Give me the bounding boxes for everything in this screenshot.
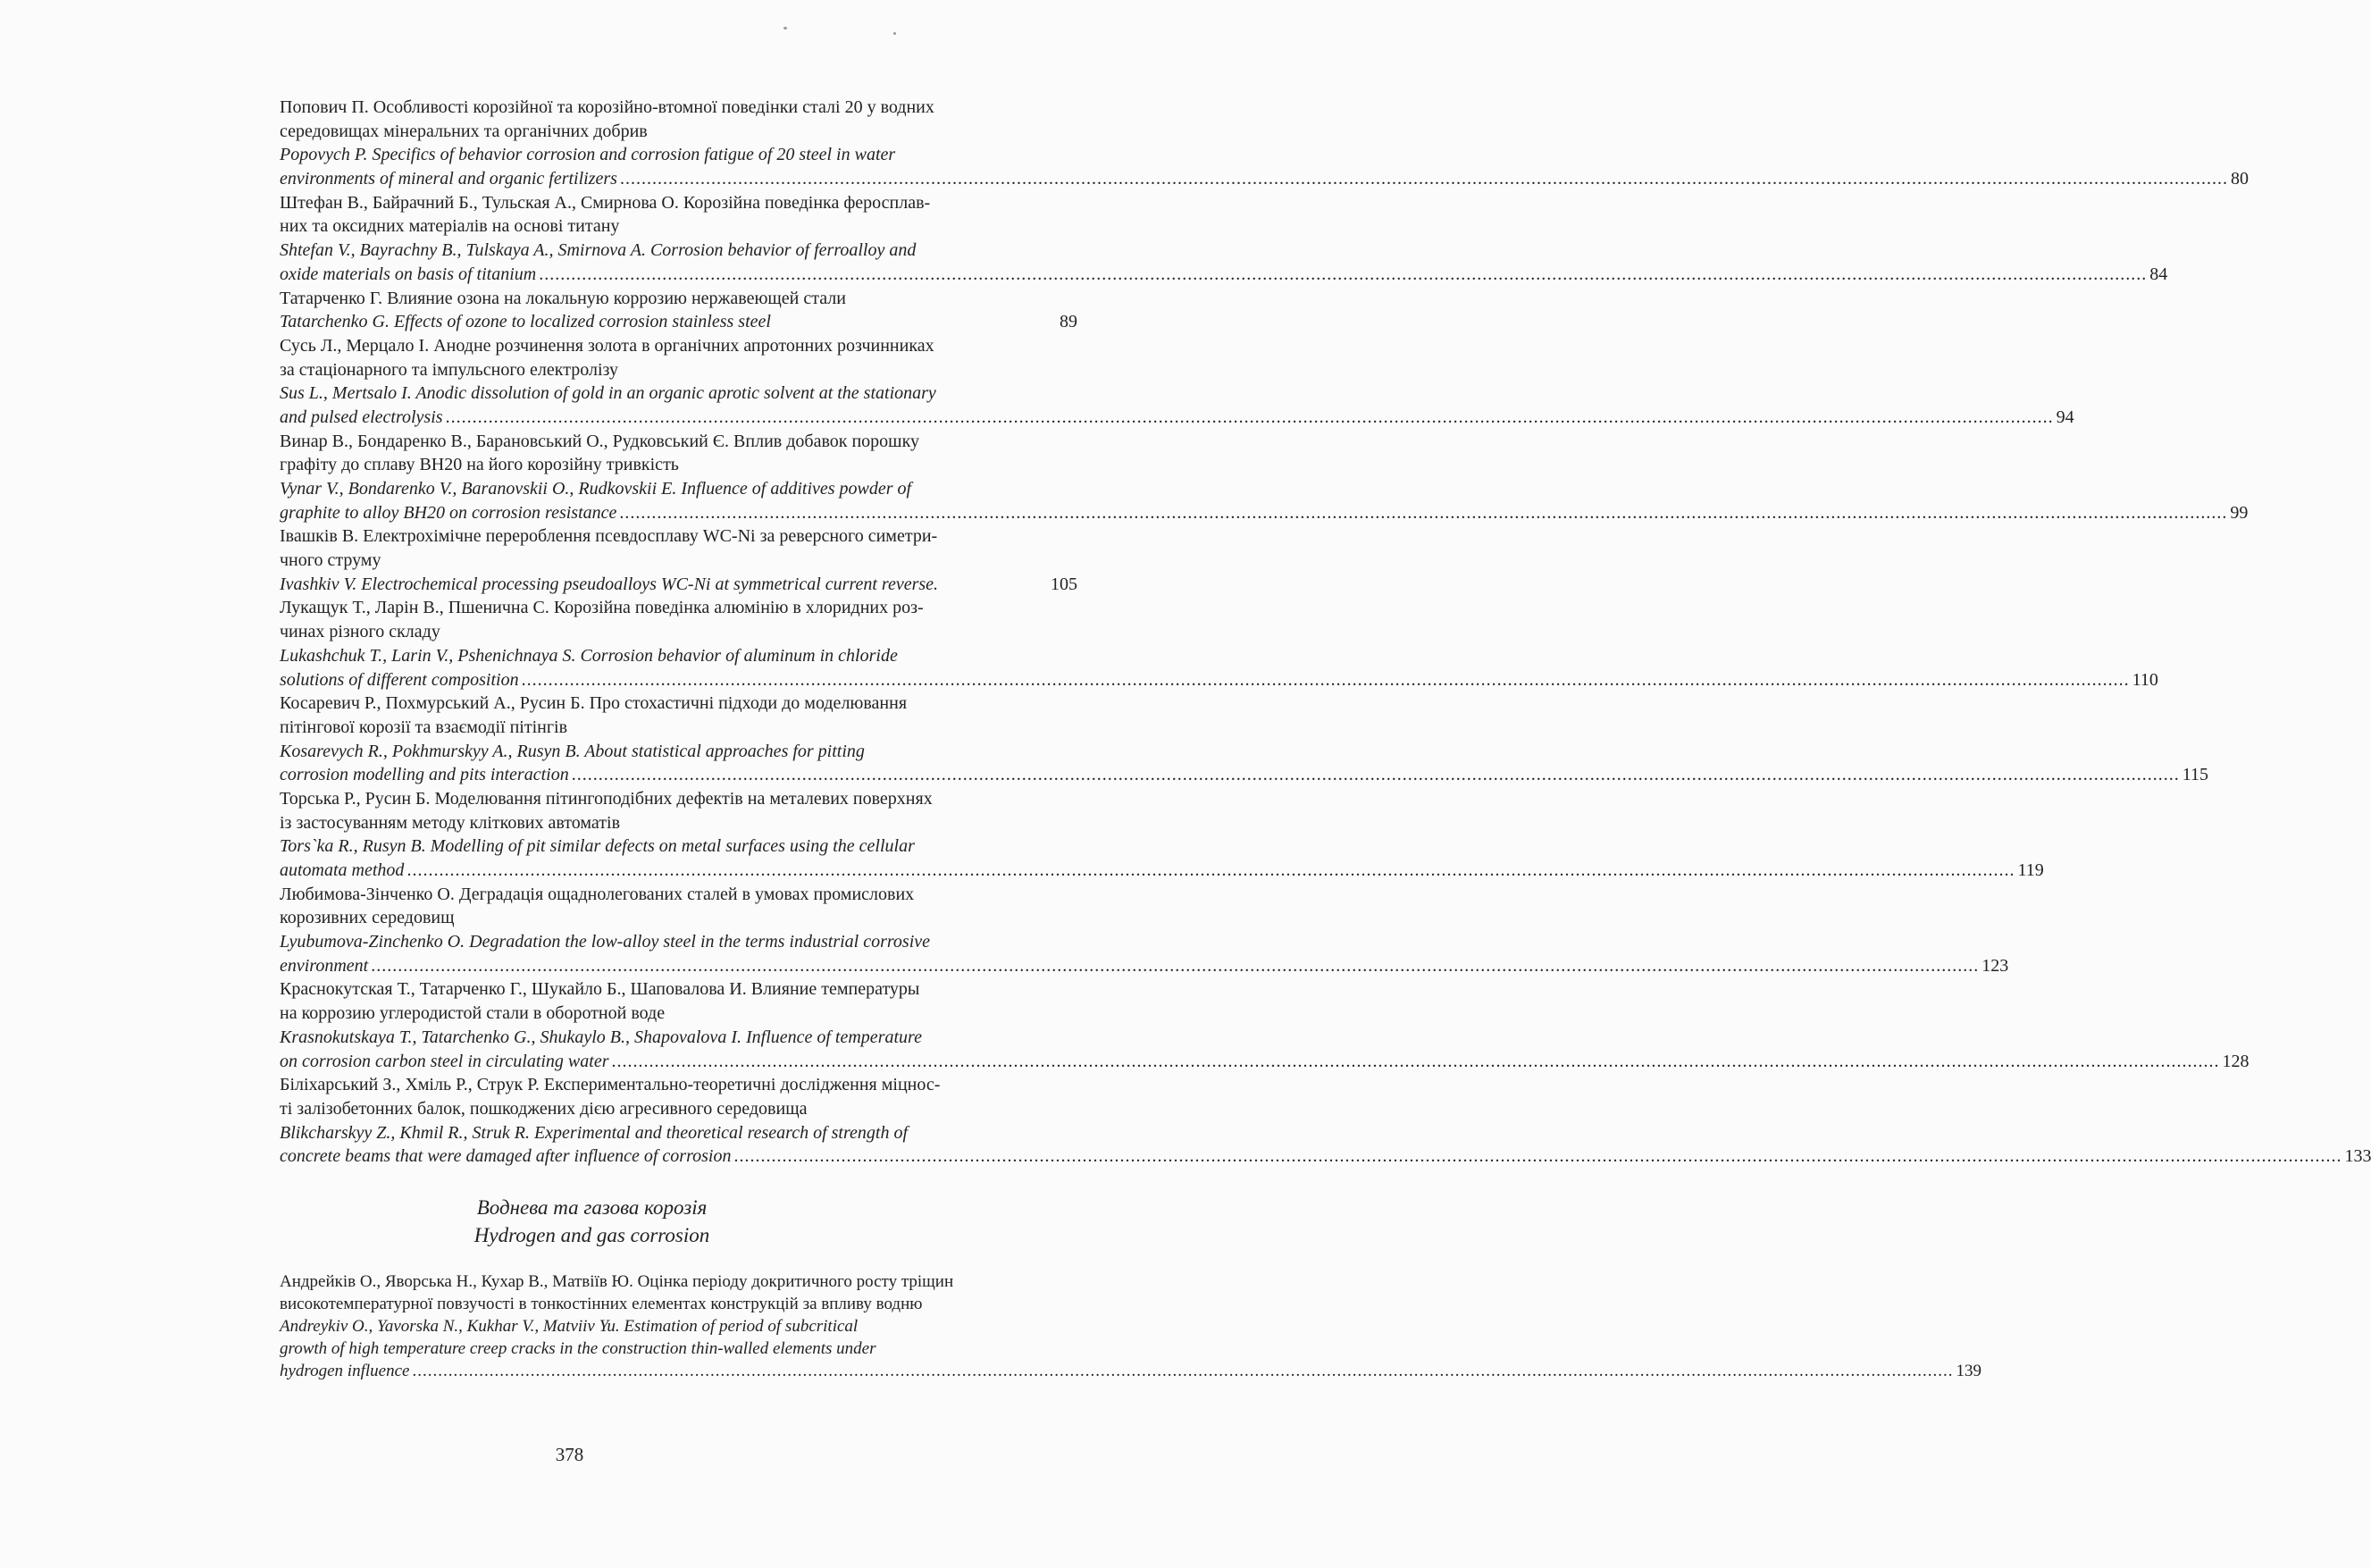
entry-title-ua: Івашків В. Електрохімічне перероблення псевдосплаву WC-Ni за реверсного симетри- xyxy=(280,526,938,547)
dot-leader: ............................................................................................................................................................................................................................................................................................................ xyxy=(733,1146,2342,1167)
toc-entry xyxy=(280,977,2250,1073)
dot-leader: ............................................................................................................................................................................................................................................................................................................ xyxy=(521,669,2130,690)
entry-title-en-last xyxy=(280,763,2208,787)
entry-title-ua: високотемпературної повзучості в тонкостінних елементах конструкцій за впливу водню xyxy=(280,1295,923,1313)
entry-title-ua: Лукащук Т., Ларін В., Пшенична С. Корозійна поведінка алюмінію в хлоридних роз- xyxy=(280,598,924,618)
entry-title-en-last xyxy=(280,668,2158,692)
table-of-contents-section-2 xyxy=(280,1270,1981,1382)
entry-title-en: Blikcharskyy Z., Khmil R., Struk R. Experimental and theoretical research of strength of xyxy=(280,1122,909,1143)
entry-title-en-last xyxy=(280,1145,2371,1169)
entry-title-ua: на коррозию углеродистой стали в оборотной воде xyxy=(280,1003,666,1024)
entry-title-en-last xyxy=(280,859,2044,883)
entry-title-en-last xyxy=(280,1360,1981,1382)
toc-entry xyxy=(280,96,2249,191)
entry-title-en: hydrogen influence xyxy=(280,1362,410,1380)
entry-page-number: 128 xyxy=(2222,1051,2250,1071)
entry-title-ua: Любимова-Зінченко О. Деградація ощаднолегованих сталей в умовах промислових xyxy=(280,884,915,904)
entry-title-en: Kosarevych R., Pokhmurskyy A., Rusyn B. About statistical approaches for pitting xyxy=(280,741,865,761)
section-heading xyxy=(0,1194,1139,1249)
dot-leader: ............................................................................................................................................................................................................................................................................................................ xyxy=(571,765,2180,785)
toc-entry xyxy=(280,334,2074,430)
toc-entry xyxy=(280,524,1077,596)
entry-title-en-last xyxy=(280,501,2249,525)
table-of-contents xyxy=(280,96,2371,1169)
entry-title-en: oxide materials on basis of titanium xyxy=(280,264,537,284)
entry-page-number: 115 xyxy=(2182,765,2208,785)
dot-leader: ............................................................................................................................................................................................................................................................................................................ xyxy=(619,502,2228,523)
entry-title-ua: із застосуванням методу кліткових автоматів xyxy=(280,812,621,833)
entry-title-ua: за стаціонарного та імпульсного електролізу xyxy=(280,359,618,380)
entry-title-en-last xyxy=(280,954,2009,978)
toc-entry xyxy=(280,596,2158,692)
dot-leader: ............................................................................................................................................................................................................................................................................................................ xyxy=(539,264,2148,284)
entry-title-ua: Андрейків О., Яворська Н., Кухар В., Матвіїв Ю. Оцінка періоду докритичного росту тріщин xyxy=(280,1272,954,1291)
entry-title-ua: чного струму xyxy=(280,550,381,571)
entry-title-en: graphite to alloy BH20 on corrosion resistance xyxy=(280,502,617,523)
entry-title-ua: Торська Р., Русин Б. Моделювання пітингоподібних дефектів на металевих поверхнях xyxy=(280,788,933,809)
dot-leader: ............................................................................................................................................................................................................................................................................................................ xyxy=(412,1362,1954,1380)
entry-title-en: automata method xyxy=(280,860,405,880)
toc-entry xyxy=(280,883,2009,978)
entry-title-ua: Краснокутская Т., Татарченко Г., Шукайло Б., Шаповалова И. Влияние температуры xyxy=(280,979,920,1000)
entry-title-ua: середовищах мінеральних та органічних добрив xyxy=(280,121,648,141)
entry-title-en: Lukashchuk T., Larin V., Pshenichnaya S. Corrosion behavior of aluminum in chloride xyxy=(280,645,898,666)
entry-page-number: 139 xyxy=(1956,1362,1981,1380)
entry-title-ua: Біліхарський З., Хміль Р., Струк Р. Експериментально-теоретичні дослідження міцнос- xyxy=(280,1075,941,1095)
entry-title-en: Sus L., Mertsalo I. Anodic dissolution of gold in an organic aprotic solvent at the stationary xyxy=(280,383,936,404)
entry-title-en-last xyxy=(280,406,2074,430)
entry-title-en: Vynar V., Bondarenko V., Baranovskii O., Rudkovskii E. Influence of additives powder of xyxy=(280,479,912,499)
entry-title-en: growth of high temperature creep cracks in the construction thin-walled elements under xyxy=(280,1339,876,1358)
entry-page-number: 94 xyxy=(2056,407,2074,427)
toc-entry xyxy=(280,692,2208,787)
entry-page-number: 123 xyxy=(1981,955,2009,976)
entry-title-ua: Попович П. Особливості корозійної та корозійно-втомної поведінки сталі 20 у водних xyxy=(280,97,934,117)
toc-entry xyxy=(280,787,2044,883)
entry-title-en: Shtefan V., Bayrachny B., Tulskaya A., Smirnova A. Corrosion behavior of ferroalloy and xyxy=(280,240,917,261)
entry-title-ua: Сусь Л., Мерцало І. Анодне розчинення золота в органічних апротонних розчинниках xyxy=(280,335,934,356)
page-number: 378 xyxy=(555,1444,584,1465)
entry-title-en: concrete beams that were damaged after influence of corrosion xyxy=(280,1146,732,1167)
entry-title-ua: них та оксидних матеріалів на основі титану xyxy=(280,216,620,237)
entry-title-ua: корозивних середовищ xyxy=(280,908,455,928)
entry-title-en-last xyxy=(280,167,2249,191)
entry-title-en: corrosion modelling and pits interaction xyxy=(280,765,569,785)
toc-entry xyxy=(280,430,2249,525)
entry-title-en: environments of mineral and organic fertilizers xyxy=(280,169,617,189)
toc-entry xyxy=(280,287,1077,334)
dot-leader: ............................................................................................................................................................................................................................................................................................................ xyxy=(611,1051,2220,1071)
toc-entry xyxy=(280,1270,1981,1382)
entry-title-en: Tatarchenko G. Effects of ozone to localized corrosion stainless steel xyxy=(280,312,771,332)
entry-page-number: 80 xyxy=(2230,169,2249,189)
entry-title-ua: Штефан В., Байрачний Б., Тульская А., Смирнова О. Корозійна поведінка феросплав- xyxy=(280,192,931,213)
entry-title-en: environment xyxy=(280,955,369,976)
entry-title-ua: ті залізобетонних балок, пошкоджених дією агресивного середовища xyxy=(280,1098,808,1119)
entry-title-en: Tors`ka R., Rusyn B. Modelling of pit similar defects on metal surfaces using the cellular xyxy=(280,836,915,857)
entry-title-en-last xyxy=(280,573,1077,597)
entry-title-en-last xyxy=(280,310,1077,334)
entry-title-ua: пітінгової корозії та взаємодії пітінгів xyxy=(280,717,568,737)
entry-title-en: Lyubumova-Zinchenko O. Degradation the low-alloy steel in the terms industrial corrosive xyxy=(280,932,931,952)
entry-page-number: 119 xyxy=(2017,860,2044,880)
entry-title-ua: Косаревич Р., Похмурський А., Русин Б. Про стохастичні підходи до моделювання xyxy=(280,693,908,714)
entry-page-number: 133 xyxy=(2344,1146,2371,1167)
entry-title-ua: Винар В., Бондаренко В., Барановський О., Рудковський Є. Вплив добавок порошку xyxy=(280,431,920,451)
entry-title-en: and pulsed electrolysis xyxy=(280,407,443,427)
dot-leader: ............................................................................................................................................................................................................................................................................................................ xyxy=(619,169,2228,189)
entry-page-number: 99 xyxy=(2230,502,2249,523)
dot-leader: ............................................................................................................................................................................................................................................................................................................ xyxy=(445,407,2054,427)
toc-entry xyxy=(280,1073,2371,1169)
entry-title-ua: чинах різного складу xyxy=(280,622,440,642)
toc-entry xyxy=(280,191,2168,287)
dot-leader: ............................................................................................................................................................................................................................................................................................................ xyxy=(406,860,2015,880)
entry-page-number: 110 xyxy=(2132,669,2158,690)
entry-page-number: 105 xyxy=(1051,574,1077,594)
entry-title-en-last xyxy=(280,263,2168,287)
entry-title-ua: графіту до сплаву ВН20 на його корозійну тривкість xyxy=(280,455,679,475)
entry-title-ua: Татарченко Г. Влияние озона на локальную коррозию нержавеющей стали xyxy=(280,288,846,308)
section-title-en: Hydrogen and gas corrosion xyxy=(473,1224,710,1246)
entry-title-en: Andreykiv O., Yavorska N., Kukhar V., Matviiv Yu. Estimation of period of subcritical xyxy=(280,1317,859,1336)
section-title-ua: Воднева та газова корозія xyxy=(476,1196,708,1219)
dot-leader: ............................................................................................................................................................................................................................................................................................................ xyxy=(371,955,1980,976)
entry-page-number: 89 xyxy=(1060,312,1077,332)
entry-page-number: 84 xyxy=(2149,264,2168,284)
entry-title-en-last xyxy=(280,1050,2250,1074)
entry-title-en: Krasnokutskaya T., Tatarchenko G., Shukaylo B., Shapovalova I. Influence of temperature xyxy=(280,1027,922,1047)
entry-title-en: solutions of different composition xyxy=(280,669,519,690)
entry-title-en: Ivashkiv V. Electrochemical processing pseudoalloys WC-Ni at symmetrical current reverse. xyxy=(280,574,939,594)
entry-title-en: Popovych P. Specifics of behavior corrosion and corrosion fatigue of 20 steel in water xyxy=(280,145,896,165)
entry-title-en: on corrosion carbon steel in circulating water xyxy=(280,1051,609,1071)
